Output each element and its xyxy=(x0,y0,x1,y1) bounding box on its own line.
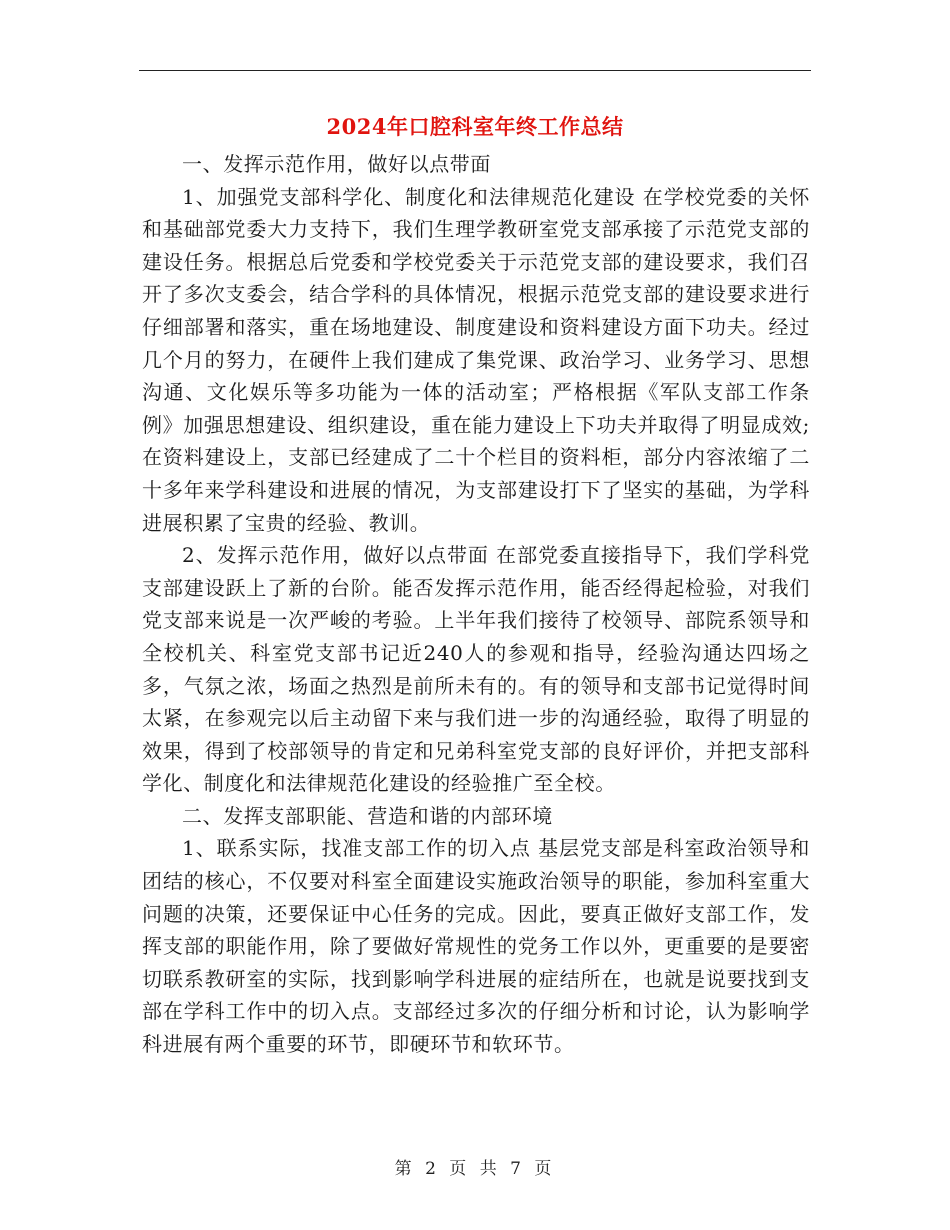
section-heading-1: 一、发挥示范作用，做好以点带面 xyxy=(182,152,491,176)
paragraph-2: 2、发挥示范作用，做好以点带面 在部党委直接指导下，我们学科党支部建设跃上了新的台阶。能否发挥示范作用，能否经得起检验，对我们党支部来说是一次严峻的考验。上半年我们接待了校领导、部院系领导和全校机关、科室党支部书记近240人的参观和指导，经验沟通达四场之多，气氛之浓，场面之热烈是前所未有的。有的领导和支部书记觉得时间太紧，在参观完以后主动留下来与我们进一步的沟通经验，取得了明显的效果，得到了校部领导的肯定和兄弟科室党支部的良好评价，并把支部科学化、制度化和法律规范化建设的经验推广至全校。 xyxy=(142,543,810,796)
section-heading-2: 二、发挥支部职能、营造和谐的内部环境 xyxy=(182,803,553,828)
page-number: 第 2 页 共 7 页 xyxy=(394,1159,556,1179)
paragraph-1: 1、加强党支部科学化、制度化和法律规范化建设 在学校党委的关怀和基础部党委大力支持下，我们生理学教研室党支部承接了示范党支部的建设任务。根据总后党委和学校党委关于示范党支部的建设要求，我们召开了多次支委会，结合学科的具体情况，根据示范党支部的建设要求进行仔细部署和落实，重在场地建设、制度建设和资料建设方面下功夫。经过几个月的努力，在硬件上我们建成了集党课、政治学习、业务学习、思想沟通、文化娱乐等多功能为一体的活动室；严格根据《军队支部工作条例》加强思想建设、组织建设，重在能力建设上下功夫并取得了明显成效;在资料建设上，支部已经建成了二十个栏目的资料柜，部分内容浓缩了二十多年来学科建设和进展的情况，为支部建设打下了坚实的基础，为学科进展积累了宝贵的经验、教训。 xyxy=(142,184,810,535)
header-rule xyxy=(139,70,811,71)
document-body xyxy=(142,148,810,1061)
document-title: 2024年口腔科室年终工作总结 xyxy=(326,114,624,139)
paragraph-3: 1、联系实际，找准支部工作的切入点 基层党支部是科室政治领导和团结的核心，不仅要对科室全面建设实施政治领导的职能，参加科室重大问题的决策，还要保证中心任务的完成。因此，要真正做好支部工作，发挥支部的职能作用，除了要做好常规性的党务工作以外，更重要的是要密切联系教研室的实际，找到影响学科进展的症结所在，也就是说要找到支部在学科工作中的切入点。支部经过多次的仔细分析和讨论，认为影响学科进展有两个重要的环节，即硬环节和软环节。 xyxy=(142,836,810,1057)
